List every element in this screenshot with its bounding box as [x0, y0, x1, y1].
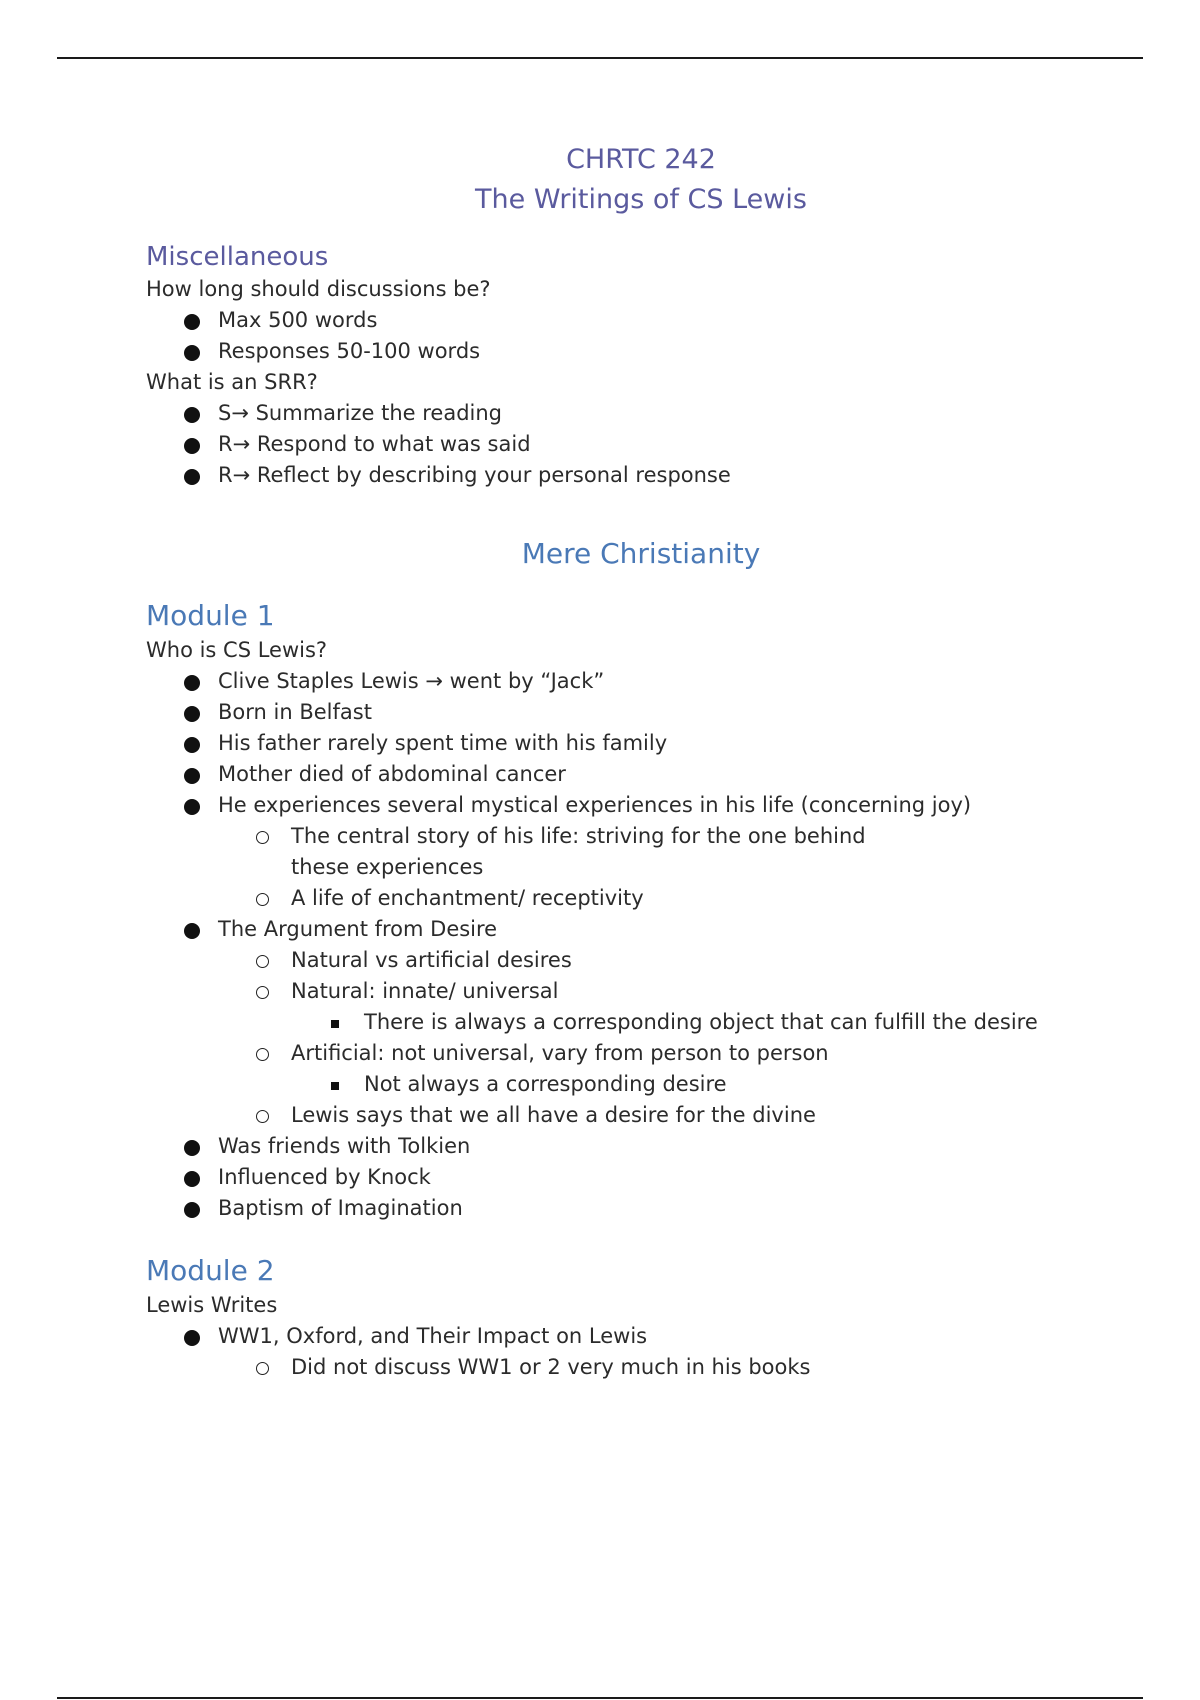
circle-bullet-icon — [256, 1110, 269, 1123]
list-item: A life of enchantment/ receptivity — [146, 883, 1096, 914]
list-item: Natural vs artificial desires — [146, 945, 1096, 976]
list-item: Max 500 words — [146, 305, 1096, 336]
document-body — [146, 140, 1096, 1383]
bottom-rule — [57, 1697, 1143, 1699]
circle-bullet-icon — [256, 893, 269, 906]
circle-bullet-icon — [256, 1048, 269, 1061]
bullet-icon — [184, 706, 200, 722]
list-item: Baptism of Imagination — [146, 1193, 1096, 1224]
list-item: Born in Belfast — [146, 697, 1096, 728]
list-item: Artificial: not universal, vary from person to person Not always a corresponding desire — [146, 1038, 1096, 1100]
circle-bullet-icon — [256, 1362, 269, 1375]
list-item: R→ Respond to what was said — [146, 429, 1096, 460]
module-2-heading: Module 2 — [146, 1254, 275, 1287]
list-item: Influenced by Knock — [146, 1162, 1096, 1193]
top-rule — [57, 57, 1143, 59]
course-title: The Writings of CS Lewis — [475, 184, 807, 215]
bullet-icon — [184, 675, 200, 691]
bullet-icon — [184, 1330, 200, 1346]
list-item: Natural: innate/ universal There is always a corresponding object that can fulfill the desire — [146, 976, 1096, 1038]
list-item: Lewis says that we all have a desire for the divine — [146, 1100, 1096, 1131]
misc-question-2: What is an SRR? — [146, 370, 318, 394]
module-1-heading: Module 1 — [146, 599, 275, 632]
list-item: R→ Reflect by describing your personal response — [146, 460, 1096, 491]
circle-bullet-icon — [256, 831, 269, 844]
misc-heading: Miscellaneous — [146, 242, 329, 272]
misc-question-1: How long should discussions be? — [146, 277, 491, 301]
bullet-icon — [184, 1202, 200, 1218]
bullet-icon — [184, 923, 200, 939]
list-item: Did not discuss WW1 or 2 very much in his books — [146, 1352, 1096, 1383]
misc-q1-list — [146, 305, 1096, 367]
misc-q2-list — [146, 398, 1096, 491]
bullet-icon — [184, 407, 200, 423]
ww1-sublist — [146, 1352, 1096, 1383]
list-item: Mother died of abdominal cancer — [146, 759, 1096, 790]
list-item: The central story of his life: striving for the one behind these experiences — [146, 821, 911, 883]
module-1-list — [146, 666, 1096, 1224]
circle-bullet-icon — [256, 955, 269, 968]
bullet-icon — [184, 438, 200, 454]
natural-sublist — [146, 1007, 1096, 1038]
bullet-icon — [184, 345, 200, 361]
bullet-icon — [184, 314, 200, 330]
list-item: Clive Staples Lewis → went by “Jack” — [146, 666, 1096, 697]
list-item: Responses 50-100 words — [146, 336, 1096, 367]
document-title — [186, 140, 1096, 220]
list-item: S→ Summarize the reading — [146, 398, 1096, 429]
list-item: His father rarely spent time with his family — [146, 728, 1096, 759]
bullet-icon — [184, 469, 200, 485]
bullet-icon — [184, 1171, 200, 1187]
module-1-question: Who is CS Lewis? — [146, 638, 328, 662]
circle-bullet-icon — [256, 986, 269, 999]
list-item: Not always a corresponding desire — [146, 1069, 1096, 1100]
square-bullet-icon — [331, 1082, 339, 1090]
module-2-question: Lewis Writes — [146, 1293, 278, 1317]
bullet-icon — [184, 768, 200, 784]
list-item: He experiences several mystical experiences in his life (concerning joy) The central story of his life: striving for the one behind these experiences A life of enchantment/ receptivity — [146, 790, 1096, 914]
square-bullet-icon — [331, 1020, 339, 1028]
book-title: Mere Christianity — [521, 537, 761, 570]
artificial-sublist — [146, 1069, 1096, 1100]
joy-sublist — [146, 821, 1096, 914]
course-code: CHRTC 242 — [566, 144, 716, 175]
bullet-icon — [184, 1140, 200, 1156]
bullet-icon — [184, 799, 200, 815]
list-item: WW1, Oxford, and Their Impact on Lewis Did not discuss WW1 or 2 very much in his books — [146, 1321, 1096, 1383]
list-item: The Argument from Desire Natural vs artificial desires Natural: innate/ universal There is always a corresponding object that can fulfill the desire Artificial: not universal, vary from person to person Not always a corresponding desire Lewis says that we all have a desire for the divine — [146, 914, 1096, 1131]
bullet-icon — [184, 737, 200, 753]
list-item: Was friends with Tolkien — [146, 1131, 1096, 1162]
list-item: There is always a corresponding object that can fulfill the desire — [146, 1007, 1096, 1038]
desire-sublist — [146, 945, 1096, 1131]
module-2-list — [146, 1321, 1096, 1383]
